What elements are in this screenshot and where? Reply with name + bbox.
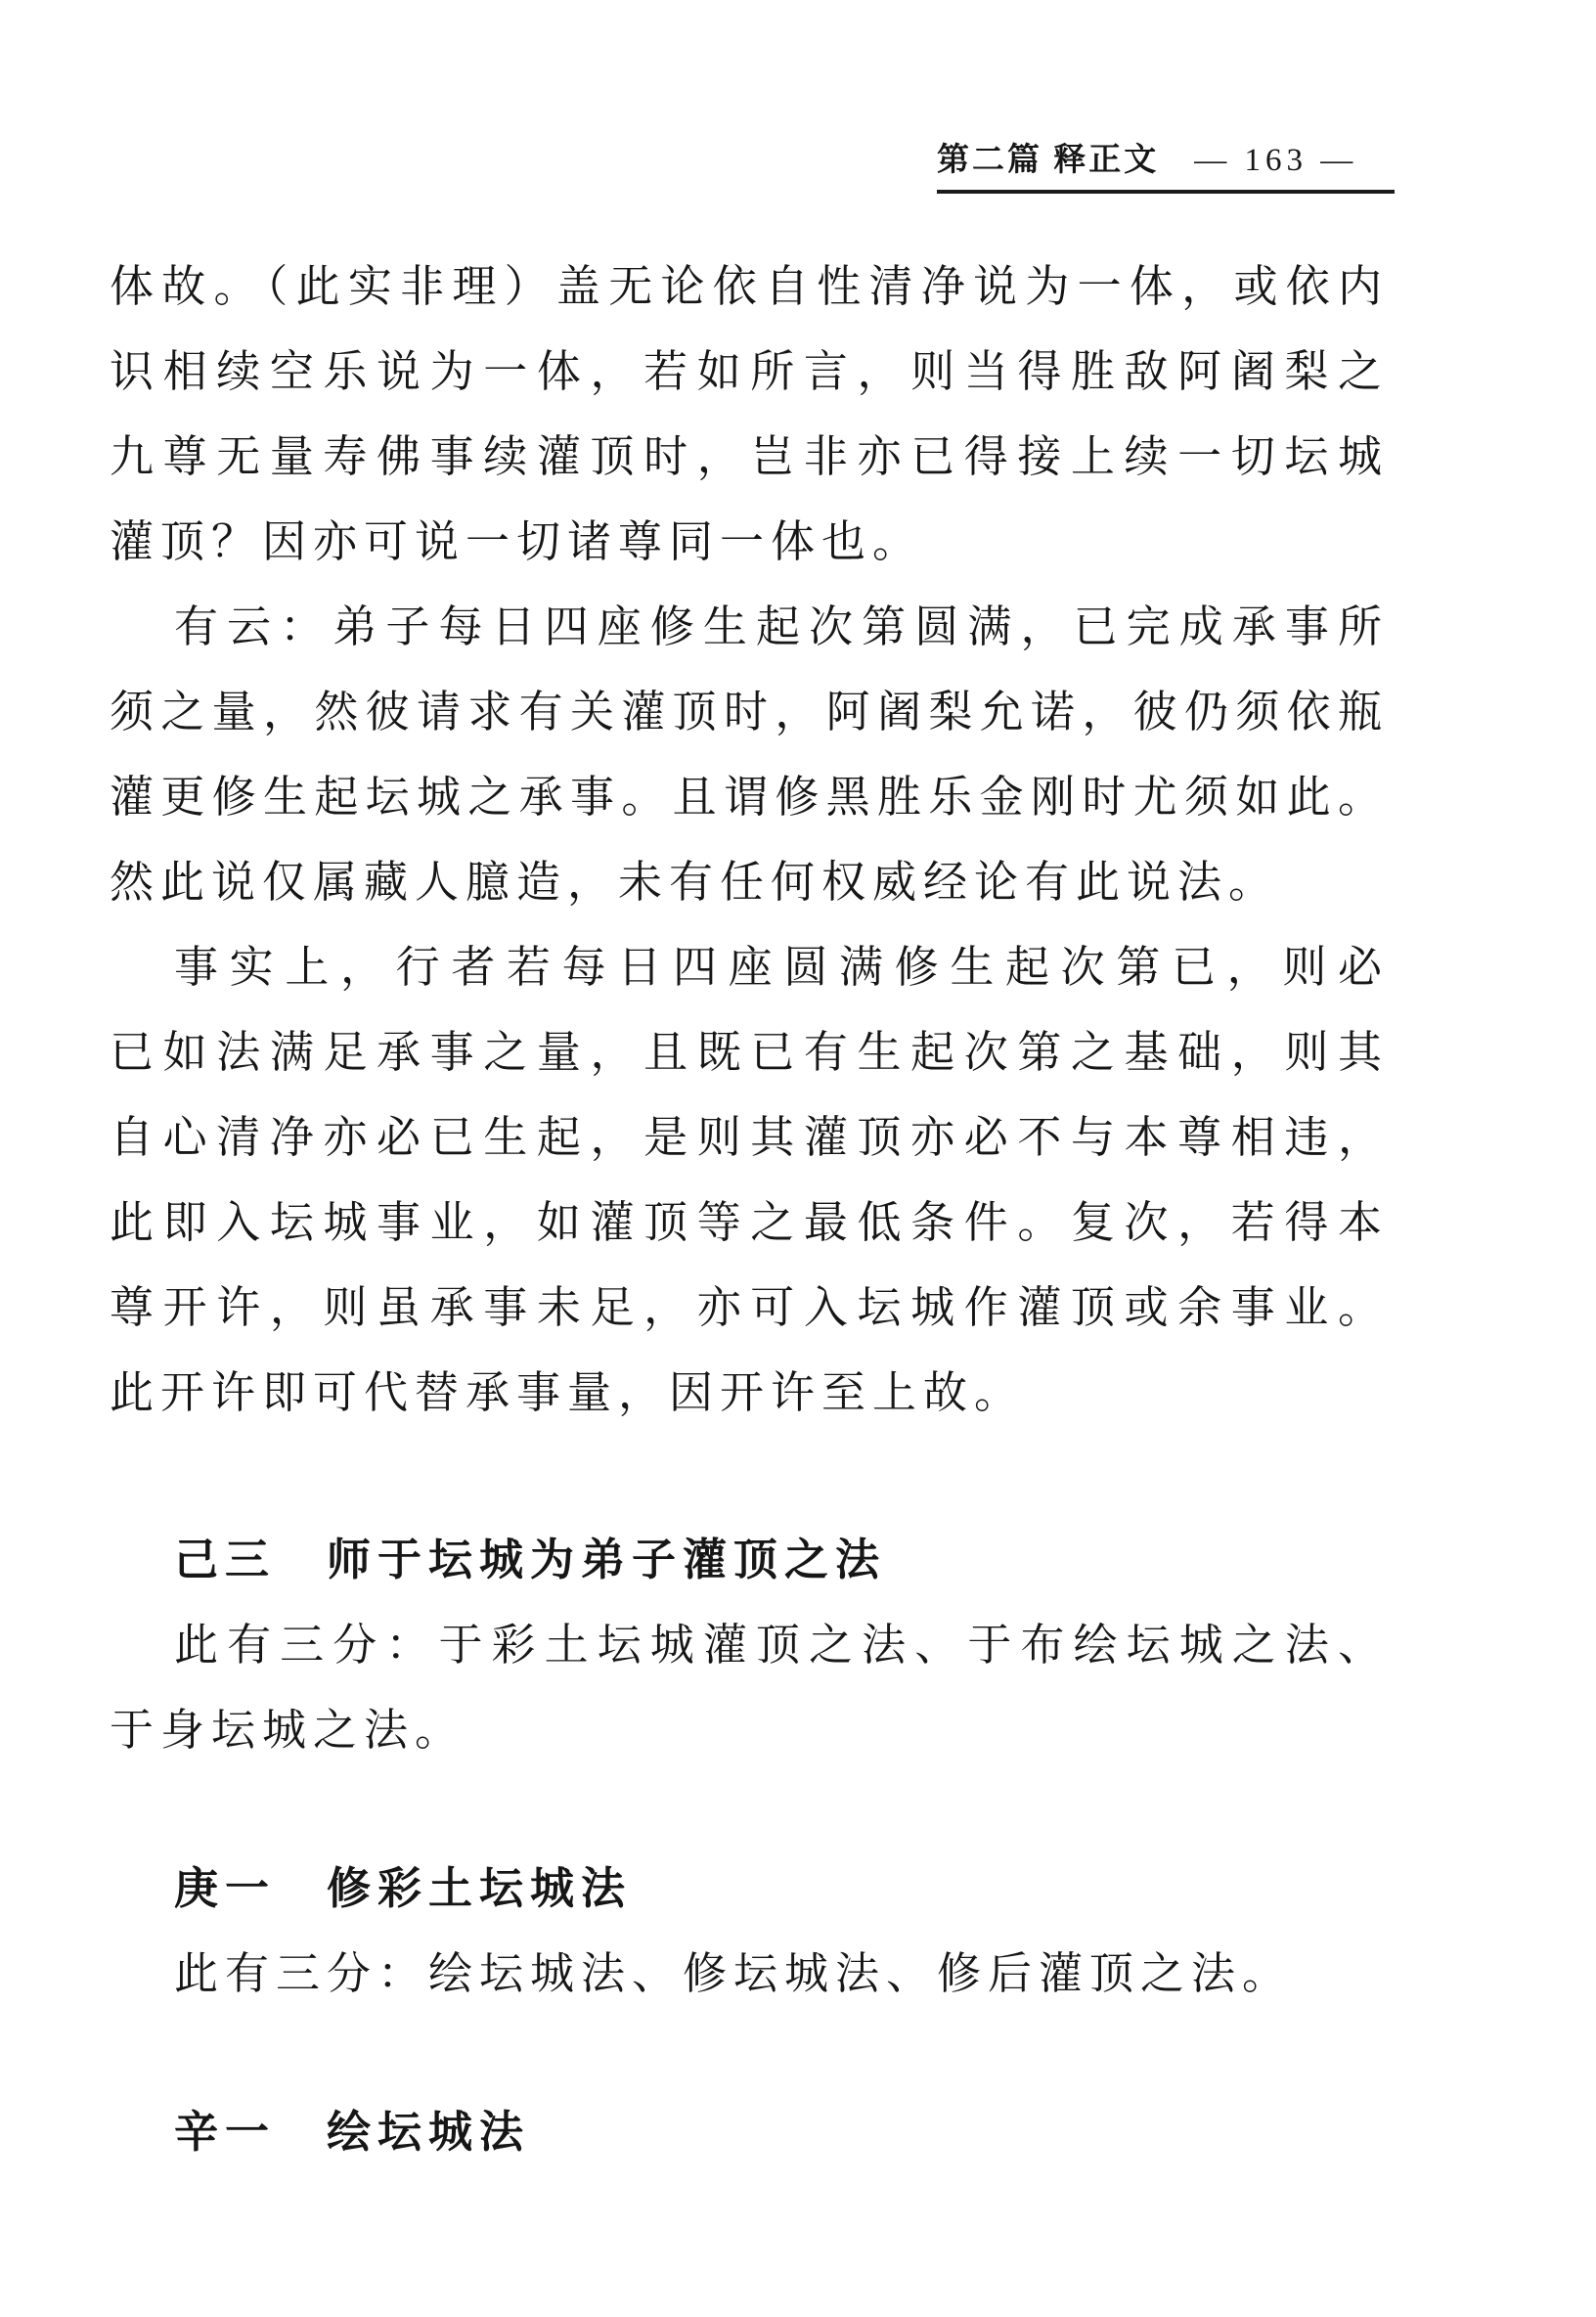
text-line: 灌顶？因亦可说一切诸尊同一体也。: [110, 517, 924, 566]
heading-title: 师于坛城为弟子灌顶之法: [327, 1536, 887, 1584]
text-line: 于身坛城之法。: [110, 1706, 466, 1755]
paragraph-3: [110, 925, 1389, 1436]
section-heading-ji-3: [110, 1518, 1389, 1603]
section-heading-geng-1: [110, 1847, 1389, 1932]
running-head-section-title: 第二篇 释正文: [937, 143, 1160, 178]
text-line: 灌更修生起坛城之承事。且谓修黑胜乐金刚时尤须如此。: [110, 773, 1389, 822]
text-line: 此有三分：绘坛城法、修坛城法、修后灌顶之法。: [174, 1949, 1294, 1998]
text-column: [110, 245, 1389, 2175]
text-line: 此即入坛城事业，如灌顶等之最低条件。复次，若得本: [110, 1198, 1389, 1247]
text-line: 事实上，行者若每日四座圆满修生起次第已，则必: [174, 943, 1389, 992]
heading-title: 修彩土坛城法: [327, 1864, 633, 1913]
page-number: — 163 —: [1194, 143, 1358, 178]
paragraph-1: [110, 245, 1389, 585]
heading-label: 辛一: [174, 2108, 277, 2157]
paragraph-2: [110, 585, 1389, 925]
text-line: 此有三分：于彩土坛城灌顶之法、于布绘坛城之法、: [174, 1621, 1389, 1670]
text-line: 然此说仅属藏人臆造，未有任何权威经论有此说法。: [110, 858, 1280, 907]
text-line: 须之量，然彼请求有关灌顶时，阿阇梨允诺，彼仍须依瓶: [110, 688, 1389, 736]
section-heading-xin-1: [110, 2090, 1389, 2175]
text-line: 有云：弟子每日四座修生起次第圆满，已完成承事所: [174, 602, 1389, 651]
running-head: [937, 141, 1395, 194]
paragraph-5: [110, 1932, 1389, 2017]
paragraph-4: [110, 1603, 1389, 1773]
heading-title: 绘坛城法: [327, 2108, 531, 2157]
text-line: 已如法满足承事之量，且既已有生起次第之基础，则其: [110, 1028, 1389, 1077]
text-line: 此开许即可代替承事量，因开许至上故。: [110, 1368, 1026, 1417]
text-line: 自心清净亦必已生起，是则其灌顶亦必不与本尊相违，: [110, 1113, 1389, 1162]
text-line: 识相续空乐说为一体，若如所言，则当得胜敌阿阇梨之: [110, 347, 1389, 396]
heading-label: 庚一: [174, 1864, 277, 1913]
heading-label: 己三: [174, 1536, 277, 1584]
text-line: 尊开许，则虽承事未足，亦可入坛城作灌顶或余事业。: [110, 1283, 1389, 1332]
text-line: 体故。（此实非理）盖无论依自性清净说为一体，或依内: [110, 262, 1389, 311]
text-line: 九尊无量寿佛事续灌顶时，岂非亦已得接上续一切坛城: [110, 432, 1389, 481]
